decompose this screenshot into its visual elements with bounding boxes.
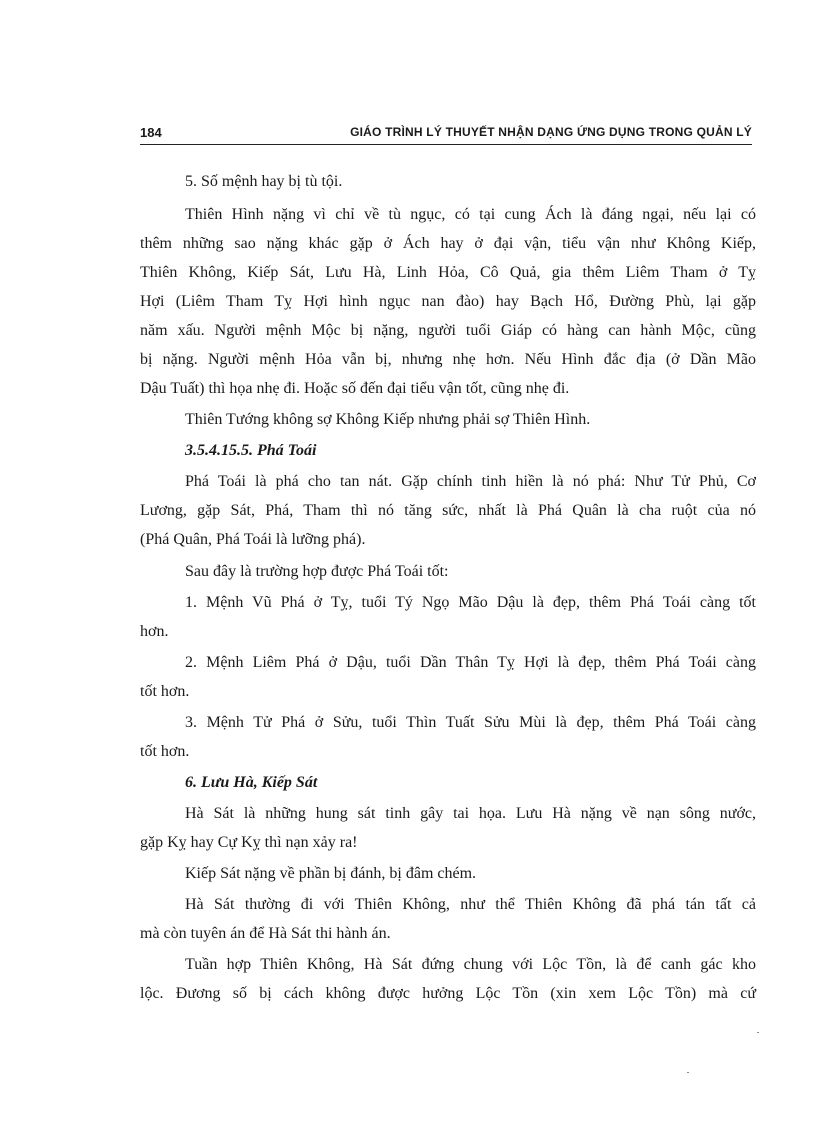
running-title: GIÁO TRÌNH LÝ THUYẾT NHẬN DẠNG ỨNG DỤNG TRONG QUẢN LÝ bbox=[350, 125, 752, 139]
paragraph-line: bị nặng. Người mệnh Hỏa vẫn bị, nhưng nhẹ hơn. Nếu Hình đắc địa (ở Dần Mão bbox=[140, 351, 756, 368]
paragraph-line: Kiếp Sát nặng về phần bị đánh, bị đâm chém. bbox=[185, 865, 477, 882]
paragraph-line: Thiên Tướng không sợ Không Kiếp nhưng phải sợ Thiên Hình. bbox=[185, 411, 591, 428]
paragraph-line: (Phá Quân, Phá Toái là lưỡng phá). bbox=[140, 531, 366, 548]
paragraph-line: Thiên Hình nặng vì chỉ về tù ngục, có tại cung Ách là đáng ngại, nếu lại có bbox=[185, 206, 756, 223]
list-item: 3. Mệnh Tử Phá ở Sửu, tuổi Thìn Tuất Sửu Mùi là đẹp, thêm Phá Toái càng bbox=[185, 714, 756, 731]
paragraph-line: Hợi (Liêm Tham Tỵ Hợi hình ngục nan đào) hay Bạch Hổ, Đường Phù, lại gặp bbox=[140, 293, 756, 310]
paragraph-line: gặp Kỵ hay Cự Kỵ thì nạn xảy ra! bbox=[140, 834, 358, 851]
paragraph-line: Hà Sát thường đi với Thiên Không, như thể Thiên Không đã phá tán tất cả bbox=[185, 896, 756, 913]
list-item: 1. Mệnh Vũ Phá ở Tỵ, tuổi Tý Ngọ Mão Dậu là đẹp, thêm Phá Toái càng tốt bbox=[185, 594, 756, 611]
paragraph-line: Hà Sát là những hung sát tinh gây tai họa. Lưu Hà nặng về nạn sông nước, bbox=[185, 805, 756, 822]
section-heading: 6. Lưu Hà, Kiếp Sát bbox=[185, 774, 318, 791]
paragraph-line: Sau đây là trường hợp được Phá Toái tốt: bbox=[185, 563, 449, 580]
paragraph-line: Tuần hợp Thiên Không, Hà Sát đứng chung với Lộc Tồn, là để canh gác kho bbox=[185, 956, 756, 973]
list-item: 5. Số mệnh hay bị tù tội. bbox=[185, 173, 343, 190]
paragraph-line: mà còn tuyên án để Hà Sát thi hành án. bbox=[140, 925, 391, 942]
paragraph-line: Phá Toái là phá cho tan nát. Gặp chính tinh hiền là nó phá: Như Tử Phủ, Cơ bbox=[185, 473, 756, 490]
paragraph-line: Thiên Không, Kiếp Sát, Lưu Hà, Linh Hỏa, Cô Quả, gia thêm Liêm Tham ở Tỵ bbox=[140, 264, 756, 281]
paragraph-line: Dậu Tuất) thì họa nhẹ đi. Hoặc số đến đại tiểu vận tốt, cũng nhẹ đi. bbox=[140, 380, 570, 397]
page-number: 184 bbox=[140, 125, 162, 140]
paragraph-line: tốt hơn. bbox=[140, 683, 190, 700]
section-heading: 3.5.4.15.5. Phá Toái bbox=[185, 442, 317, 459]
paragraph-line: lộc. Đương số bị cách không được hưởng Lộc Tồn (xin xem Lộc Tồn) mà cứ bbox=[140, 985, 756, 1002]
scan-speck bbox=[687, 1072, 689, 1073]
paragraph-line: thêm những sao nặng khác gặp ở Ách hay ở đại vận, tiểu vận như Không Kiếp, bbox=[140, 235, 756, 252]
paragraph-line: năm xấu. Người mệnh Mộc bị nặng, người tuổi Giáp có hàng can hành Mộc, cũng bbox=[140, 322, 756, 339]
paragraph-line: tốt hơn. bbox=[140, 743, 190, 760]
list-item: 2. Mệnh Liêm Phá ở Dậu, tuổi Dần Thân Tỵ Hợi là đẹp, thêm Phá Toái càng bbox=[185, 654, 756, 671]
paragraph-line: Lương, gặp Sát, Phá, Tham thì nó tăng sức, nhất là Phá Quân là cha ruột của nó bbox=[140, 502, 756, 519]
scan-speck bbox=[757, 1032, 759, 1033]
paragraph-line: hơn. bbox=[140, 623, 169, 640]
page-header bbox=[140, 122, 752, 145]
